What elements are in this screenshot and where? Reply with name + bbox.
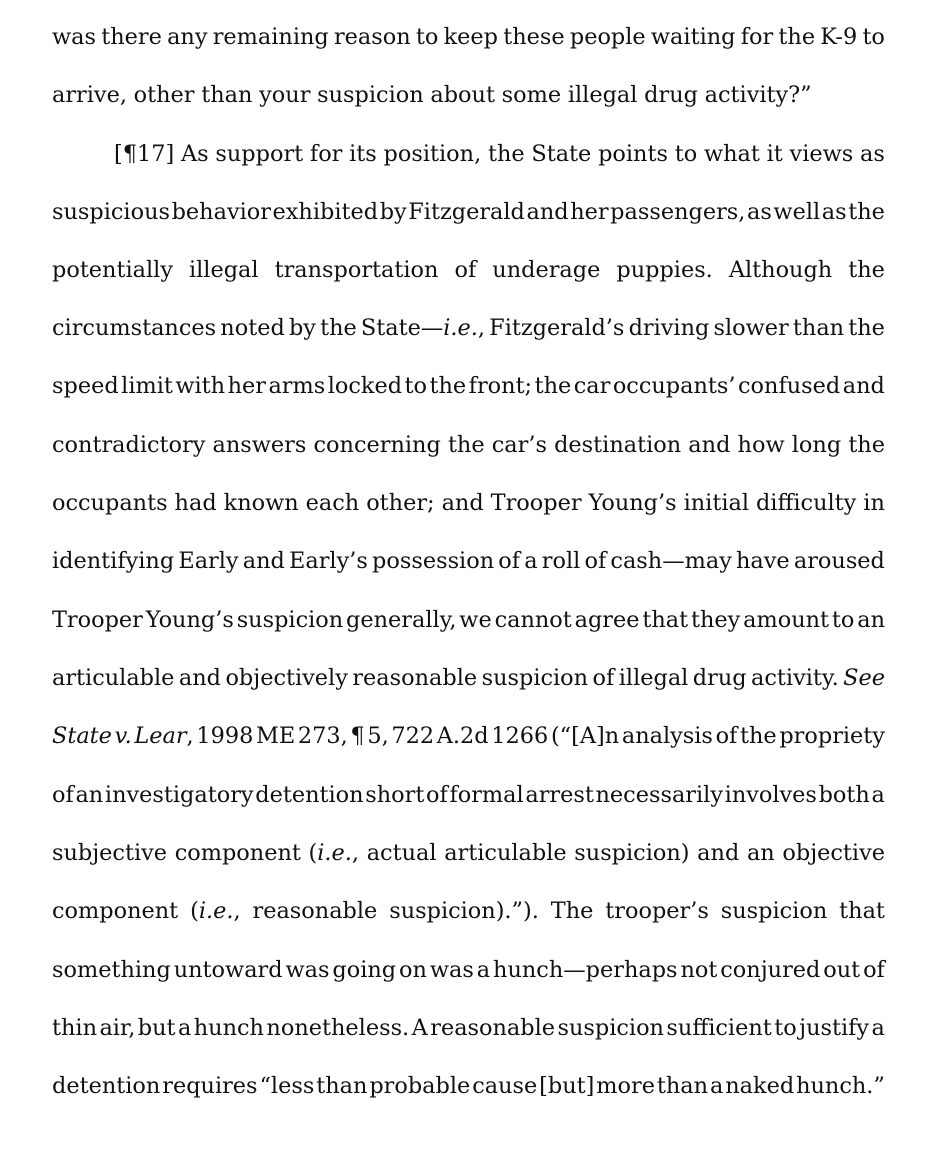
text-line: detention requires “less than probable cause [but] more than a naked hunch.” (52, 1073, 885, 1099)
text-line: occupants had known each other; and Trooper Young’s initial difficulty in (52, 490, 885, 516)
text-line: thin air, but a hunch nonetheless. A reasonable suspicion sufficient to justify a (52, 1015, 885, 1041)
text-line: contradictory answers concerning the car’s destination and how long the (52, 432, 885, 458)
text-line: potentially illegal transportation of underage puppies. Although the (52, 257, 885, 283)
text-line: arrive, other than your suspicion about some illegal drug activity?” (52, 82, 812, 108)
text-line: identifying Early and Early’s possession of a roll of cash—may have aroused (52, 548, 885, 574)
text-line: State v. Lear, 1998 ME 273, ¶ 5, 722 A.2d 1266 (“[A]n analysis of the propriety (52, 723, 885, 749)
text-line: component (i.e., reasonable suspicion).”). The trooper’s suspicion that (52, 898, 885, 924)
text-line: something untoward was going on was a hunch—perhaps not conjured out of (52, 957, 885, 983)
text-line: circumstances noted by the State—i.e., Fitzgerald’s driving slower than the (52, 315, 885, 341)
text-line: subjective component (i.e., actual articulable suspicion) and an objective (52, 840, 885, 866)
text-line: suspicious behavior exhibited by Fitzgerald and her passengers, as well as the (52, 199, 885, 225)
text-line: Trooper Young’s suspicion generally, we cannot agree that they amount to an (52, 607, 885, 633)
text-line: was there any remaining reason to keep these people waiting for the K-9 to (52, 24, 885, 50)
text-line: articulable and objectively reasonable suspicion of illegal drug activity. See (52, 665, 885, 691)
text-line: [¶17] As support for its position, the State points to what it views as (114, 141, 885, 167)
text-line: speed limit with her arms locked to the front; the car occupants’ confused and (52, 373, 885, 399)
text-line: of an investigatory detention short of formal arrest necessarily involves both a (52, 782, 885, 808)
